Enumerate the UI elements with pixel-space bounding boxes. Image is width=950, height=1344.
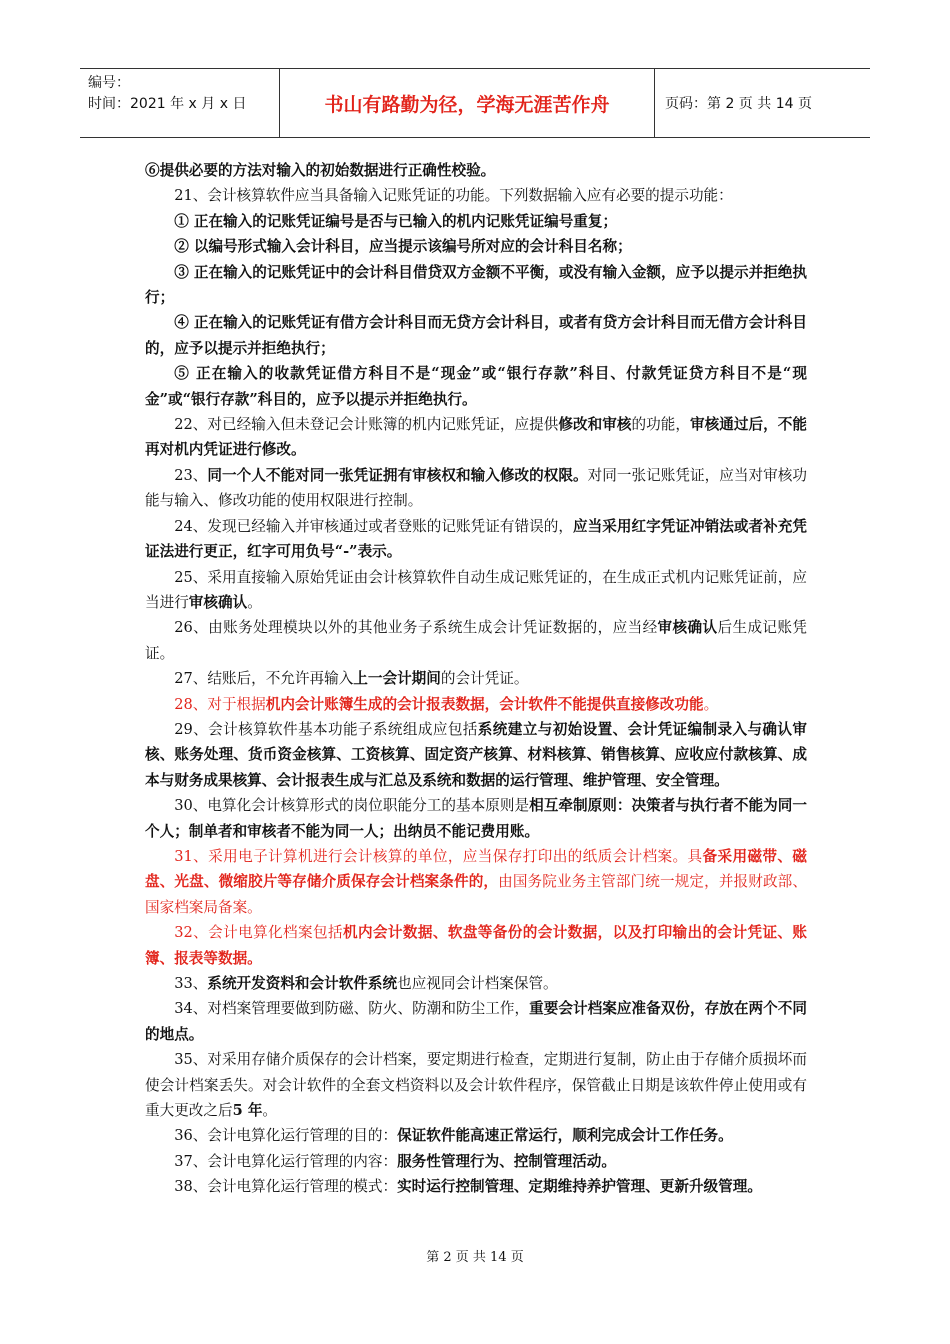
paragraph: [145, 183, 807, 208]
text-run: 也应视同会计档案保管。: [397, 975, 558, 992]
text-run: 36、会计电算化运行管理的目的：: [174, 1127, 398, 1145]
paragraph: [145, 1047, 807, 1123]
text-run: 的功能，: [631, 416, 691, 434]
bold-text: 应当采用红字凭证冲销法或者补充凭证法进行更正，红字可用负号“-”表示。: [145, 517, 807, 561]
page-footer: 第 2 页 共 14 页: [426, 1250, 524, 1265]
text-run: 34、对档案管理要做到防磁、防火、防潮和防尘工作，: [174, 1000, 530, 1018]
paragraph: [145, 971, 807, 996]
paragraph: [145, 692, 807, 717]
text-run: 26、由账务处理模块以外的其他业务子系统生成会计凭证数据的，应当经: [174, 619, 658, 637]
bold-text: 5 年: [232, 1102, 263, 1120]
document-number: 编号：: [88, 75, 130, 91]
bold-text: ③ 正在输入的记账凭证中的会计科目借贷双方金额不平衡，或没有输入金额，应予以提示并拒绝执行；: [145, 263, 807, 307]
bold-text: 系统建立与初始设置、会计凭证编制录入与确认审核、账务处理、货币资金核算、工资核算、固定资产核算、材料核算、销售核算、应收应付款核算、成本与财务成果核算、会计报表生成与汇总及系统和数据的运行管理、维护管理、安全管理。: [145, 720, 807, 789]
bold-text: 审核确认: [188, 593, 248, 611]
bold-text: 系统开发资料和会计软件系统: [207, 975, 398, 992]
paragraph: [145, 717, 807, 793]
text-run: 27、结账后，不允许再输入: [174, 670, 354, 688]
header-page-info: 页码：第 2 页 共 14 页: [665, 96, 812, 112]
paragraph: [145, 996, 807, 1047]
bold-text: 上一会计期间: [353, 670, 441, 688]
text-run: 38、会计电算化运行管理的模式：: [174, 1178, 398, 1196]
bold-text: ④ 正在输入的记账凭证有借方会计科目而无贷方会计科目，或者有贷方会计科目而无借方会计科目的，应予以提示并拒绝执行；: [145, 314, 807, 357]
paragraph: [145, 793, 807, 844]
document-body: [145, 158, 807, 1200]
text-run: 对同一张记账凭证，应当对审核功能与输入、修改功能的使用权限进行控制。: [145, 466, 807, 510]
document-date: 时间：2021 年 x 月 x 日: [88, 96, 247, 112]
bold-text: 审核确认: [657, 619, 718, 637]
paragraph: [145, 920, 807, 971]
text-run: 23、: [174, 466, 208, 484]
paragraph: [145, 1174, 807, 1199]
paragraph: [145, 310, 807, 361]
text-run: 35、对采用存储介质保存的会计档案，要定期进行检查，定期进行复制，防止由于存储介质损坏而使会计档案丢失。对会计软件的全套文档资料以及会计软件程序，保管截止日期是该软件停止使用或有重大更改之后: [145, 1051, 807, 1120]
bold-text: ⑥提供必要的方法对输入的初始数据进行正确性校验。: [145, 162, 496, 179]
bold-text: 相互牵制原则：决策者与执行者不能为同一个人；制单者和审核者不能为同一人；出纳员不能记费用账。: [145, 797, 807, 840]
paragraph: [145, 666, 807, 691]
text-run: 30、电算化会计核算形式的岗位职能分工的基本原则是: [174, 797, 530, 815]
paragraph: [145, 412, 807, 463]
paragraph: [145, 1149, 807, 1174]
text-run: 。: [247, 593, 262, 611]
bold-text: ⑤ 正在输入的收款凭证借方科目不是“现金”或“银行存款”科目、付款凭证贷方科目不是“现金”或“银行存款”科目的，应予以提示并拒绝执行。: [145, 365, 807, 408]
text-run: 25、采用直接输入原始凭证由会计核算软件自动生成记账凭证的，在生成正式机内记账凭证前，应当进行: [145, 568, 807, 611]
bold-text: 同一个人不能对同一张凭证拥有审核权和输入修改的权限。: [207, 466, 588, 484]
paragraph: [145, 615, 807, 666]
text-run: 。: [703, 695, 719, 713]
paragraph: [145, 209, 807, 234]
text-run: 29、会计核算软件基本功能子系统组成应包括: [174, 720, 478, 738]
paragraph: [145, 463, 807, 514]
text-run: 的会计凭证。: [440, 670, 529, 688]
paragraph: [145, 565, 807, 616]
bold-text: 保证软件能高速正常运行，顺利完成会计工作任务。: [397, 1127, 733, 1145]
bold-text: 修改和审核: [558, 416, 632, 434]
text-run: 28、对于根据: [174, 695, 266, 713]
text-run: 。: [262, 1102, 278, 1120]
header-motto: 书山有路勤为径，学海无涯苦作舟: [280, 69, 655, 137]
text-run: 31、采用电子计算机进行会计核算的单位，应当保存打印出的纸质会计档案。具: [174, 847, 703, 865]
paragraph: [145, 844, 807, 920]
bold-text: 审核通过后，不能再对机内凭证进行修改。: [145, 416, 807, 459]
text-run: 由国务院业务主管部门统一规定，并报财政部、国家档案局备案。: [145, 873, 807, 916]
bold-text: 服务性管理行为、控制管理活动。: [397, 1152, 616, 1170]
bold-text: 机内会计数据、软盘等备份的会计数据，以及打印输出的会计凭证、账簿、报表等数据。: [145, 924, 807, 967]
text-run: 后生成记账凭证。: [145, 619, 807, 662]
bold-text: ① 正在输入的记账凭证编号是否与已输入的机内记账凭证编号重复；: [174, 212, 618, 230]
paragraph: [145, 158, 807, 183]
text-run: 21、会计核算软件应当具备输入记账凭证的功能。下列数据输入应有必要的提示功能：: [174, 187, 733, 205]
bold-text: ② 以编号形式输入会计科目，应当提示该编号所对应的会计科目名称；: [174, 238, 632, 256]
text-run: 32、会计电算化档案包括: [174, 924, 343, 942]
header-meta: [80, 69, 280, 137]
paragraph: [145, 260, 807, 311]
bold-text: 备采用磁带、磁盘、光盘、微缩胶片等存储介质保存会计档案条件的，: [145, 847, 807, 891]
page-header: [80, 68, 870, 138]
text-run: 33、: [174, 975, 208, 992]
paragraph: [145, 514, 807, 565]
bold-text: 实时运行控制管理、定期维持养护管理、更新升级管理。: [397, 1178, 762, 1196]
paragraph: [145, 1123, 807, 1148]
bold-text: 重要会计档案应准备双份，存放在两个不同的地点。: [145, 1000, 807, 1043]
text-run: 37、会计电算化运行管理的内容：: [174, 1152, 398, 1170]
text-run: 22、对已经输入但未登记会计账簿的机内记账凭证，应提供: [174, 416, 559, 434]
bold-text: 机内会计账簿生成的会计报表数据，会计软件不能提供直接修改功能: [265, 695, 704, 713]
paragraph: [145, 234, 807, 259]
text-run: 24、发现已经输入并审核通过或者登账的记账凭证有错误的，: [174, 517, 574, 535]
paragraph: [145, 361, 807, 412]
